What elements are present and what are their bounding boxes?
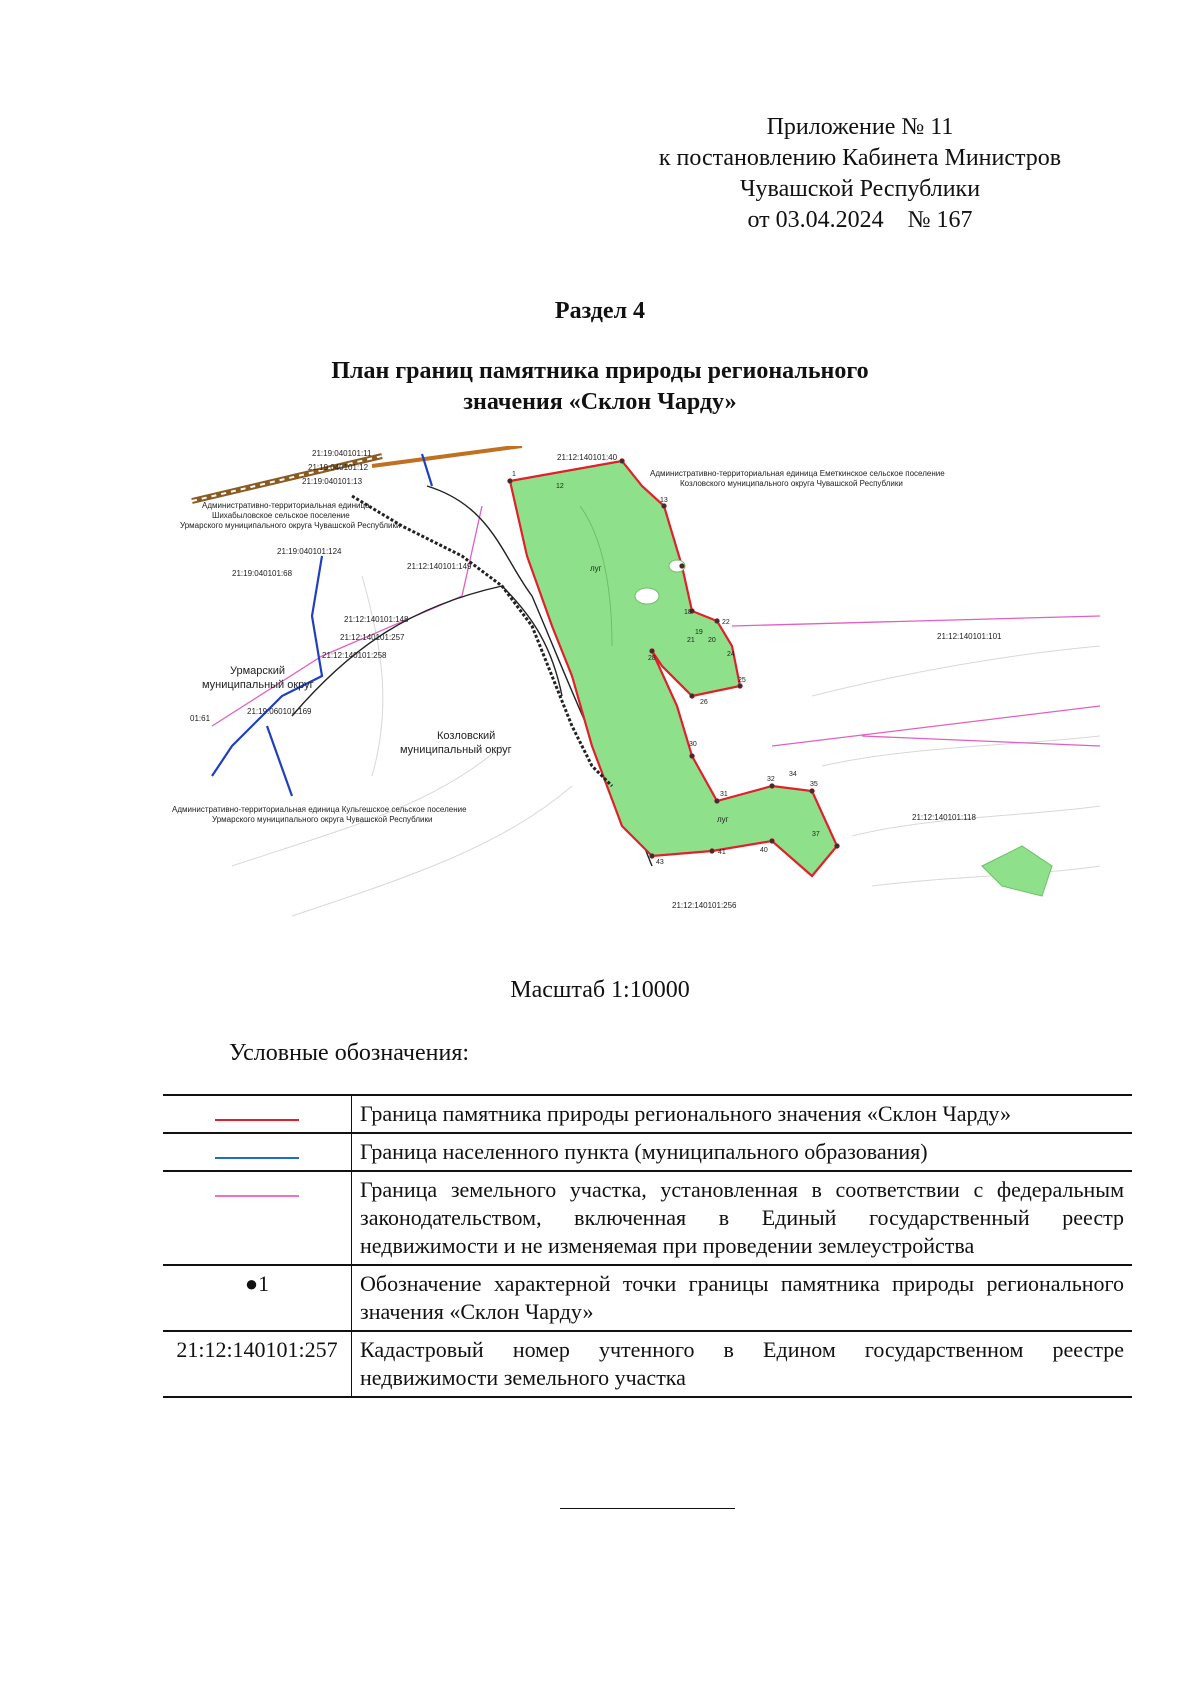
label-parcel-169: 21:19:060101:169: [247, 707, 312, 716]
label-admin-kulg-1: Административно-территориальная единица Кульгешское сельское поселение: [172, 805, 467, 814]
point-label-41: 41: [718, 849, 726, 856]
label-urmar-1: Урмарский: [230, 665, 286, 677]
point-label-35: 35: [810, 781, 818, 788]
document-title-line2: значения «Склон Чарду»: [463, 389, 737, 415]
label-parcel-149: 21:12:140101:149: [407, 562, 472, 571]
appendix-resolution: к постановлению Кабинета Министров: [658, 145, 1062, 171]
blue-line-sample: [215, 1157, 299, 1159]
label-parcel-68: 21:19:040101:68: [232, 569, 293, 578]
point-label-37: 37: [812, 831, 820, 838]
label-admin-emet-2: Козловского муниципального округа Чувашской Республики: [680, 479, 903, 488]
label-admin-shikh-2: Шихабыловское сельское поселение: [212, 511, 350, 520]
label-parcel-top: 21:12:140101:40: [557, 453, 618, 462]
point-label-24: 24: [727, 651, 735, 658]
label-parcel-257: 21:12:140101:257: [340, 633, 405, 642]
legend-row-cadastral: [163, 1331, 1132, 1397]
point-label-25: 25: [738, 677, 746, 684]
section-title: Раздел 4: [554, 298, 646, 324]
appendix-date-number: от 03.04.2024 № 167: [747, 207, 973, 233]
legend-text-cadastral: Кадастровый номер учтенного в Едином государственном реестре недвижимости земельного участка: [352, 1331, 1133, 1397]
point-label-43: 43: [656, 859, 664, 866]
point-label-28: 28: [648, 655, 656, 662]
label-parcel-101: 21:12:140101:101: [937, 632, 1002, 641]
label-admin-emet-1: Административно-территориальная единица Еметкинское сельское поселение: [650, 469, 945, 478]
label-code-0161: 01:61: [190, 714, 211, 723]
point-label-22: 22: [722, 619, 730, 626]
point-label-1: 1: [512, 471, 516, 478]
label-parcel-013: 21:19:040101:13: [302, 477, 363, 486]
legend-row-settlement: [163, 1133, 1132, 1171]
point-label-13: 13: [660, 497, 668, 504]
pink-line-sample: [215, 1195, 299, 1197]
footer-rule: [560, 1508, 735, 1509]
legend-row-monument: [163, 1095, 1132, 1133]
legend-symbol-cadastral: 21:12:140101:257: [163, 1331, 352, 1397]
label-parcel-012: 21:19:040101:12: [308, 463, 369, 472]
red-line-sample: [215, 1119, 299, 1121]
label-meadow-1: луг: [590, 564, 602, 573]
point-label-34: 34: [789, 771, 797, 778]
label-admin-kulg-2: Урмарского муниципального округа Чувашской Республики: [212, 815, 433, 824]
label-parcel-118: 21:12:140101:118: [912, 813, 976, 822]
legend-row-parcel: [163, 1171, 1132, 1265]
boundary-map-svg: [172, 446, 1100, 946]
point-label-20: 20: [708, 637, 716, 644]
legend-text-monument: Граница памятника природы регионального значения «Склон Чарду»: [352, 1095, 1133, 1133]
label-meadow-2: луг: [717, 815, 729, 824]
point-label-32: 32: [767, 776, 775, 783]
map-scale: Масштаб 1:10000: [510, 977, 690, 1003]
label-parcel-256: 21:12:140101:256: [672, 901, 737, 910]
legend-symbol-pink-line: [163, 1171, 352, 1265]
appendix-republic: Чувашской Республики: [739, 176, 981, 202]
label-urmar-2: муниципальный округ: [202, 679, 314, 691]
appendix-header: [640, 112, 1080, 236]
boundary-map: [172, 446, 1100, 946]
point-label-19: 19: [695, 629, 703, 636]
legend-text-point: Обозначение характерной точки границы памятника природы регионального значения «Склон Чарду»: [352, 1265, 1133, 1331]
label-parcel-124: 21:19:040101:124: [277, 547, 342, 556]
document-title-line1: План границ памятника природы регионального: [331, 358, 869, 384]
legend-symbol-point: ●1: [163, 1265, 352, 1331]
point-label-30: 30: [689, 741, 697, 748]
point-label-18: 18: [684, 609, 692, 616]
legend-symbol-red-line: [163, 1095, 352, 1133]
label-admin-shikh-1: Административно-территориальная единица: [202, 501, 370, 510]
legend-heading: Условные обозначения:: [229, 1040, 470, 1066]
legend-row-point: [163, 1265, 1132, 1331]
point-label-12: 12: [556, 483, 564, 490]
point-label-26: 26: [700, 699, 708, 706]
label-kozlov-1: Козловский: [437, 730, 496, 742]
legend-text-parcel: Граница земельного участка, установленная в соответствии с федеральным законодательством, включенная в Единый государственный реестр недвижимости и не изменяемая при проведении землеустройства: [352, 1171, 1133, 1265]
legend-table: [163, 1094, 1132, 1398]
legend-symbol-blue-line: [163, 1133, 352, 1171]
label-kozlov-2: муниципальный округ: [400, 744, 512, 756]
document-title: [0, 356, 1200, 418]
label-parcel-148: 21:12:140101:148: [344, 615, 409, 624]
label-admin-shikh-3: Урмарского муниципального округа Чувашской Республики: [180, 521, 401, 530]
point-label-31: 31: [720, 791, 728, 798]
point-label-21: 21: [687, 637, 695, 644]
legend-text-settlement: Граница населенного пункта (муниципального образования): [352, 1133, 1133, 1171]
label-parcel-258: 21:12:140101:258: [322, 651, 387, 660]
label-parcel-011: 21:19:040101:11: [312, 449, 372, 458]
appendix-number: Приложение № 11: [766, 114, 954, 140]
point-label-40: 40: [760, 847, 768, 854]
